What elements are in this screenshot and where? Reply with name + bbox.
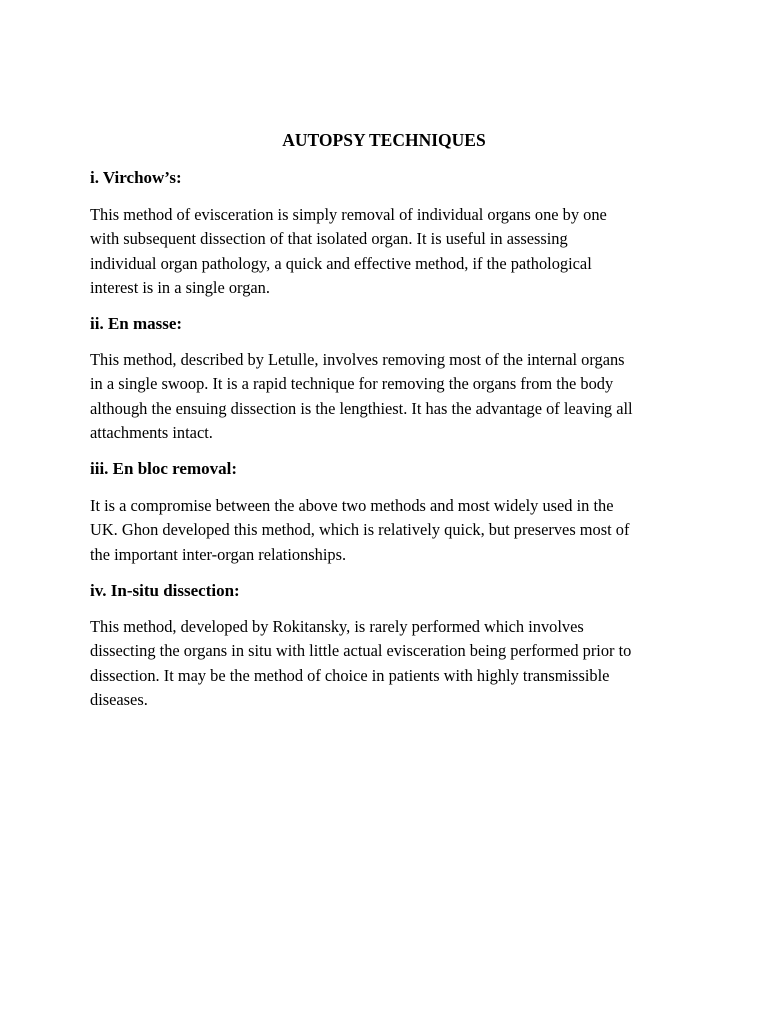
paragraph-line: the important inter-organ relationships. <box>90 544 347 564</box>
paragraph-line: dissection. It may be the method of choice in patients with highly transmissible <box>90 665 610 685</box>
paragraph-line: with subsequent dissection of that isolated organ. It is useful in assessing <box>90 229 568 249</box>
section-paragraph-en-masse <box>90 348 690 445</box>
paragraph-line: interest is in a single organ. <box>90 277 270 297</box>
paragraph-line: in a single swoop. It is a rapid technique for removing the organs from the body <box>90 374 614 394</box>
section-paragraph-in-situ-dissection <box>90 615 690 712</box>
paragraph-line: UK. Ghon developed this method, which is relatively quick, but preserves most of <box>90 520 630 540</box>
paragraph-line: individual organ pathology, a quick and effective method, if the pathological <box>90 253 592 273</box>
paragraph-line: diseases. <box>90 689 148 709</box>
paragraph-line: This method, described by Letulle, involves removing most of the internal organs <box>90 350 625 369</box>
section-paragraph-en-bloc-removal <box>90 494 690 567</box>
section-heading-en-masse: ii. En masse: <box>90 314 183 333</box>
paragraph-line: It is a compromise between the above two methods and most widely used in the <box>90 496 614 515</box>
section-heading-en-bloc-removal: iii. En bloc removal: <box>90 459 238 478</box>
section-paragraph-virchows <box>90 203 690 300</box>
paragraph-line: This method, developed by Rokitansky, is rarely performed which involves <box>90 617 584 636</box>
paragraph-line: This method of evisceration is simply removal of individual organs one by one <box>90 205 607 224</box>
section-heading-virchows: i. Virchow’s: <box>90 168 182 187</box>
paragraph-line: although the ensuing dissection is the lengthiest. It has the advantage of leaving all <box>90 398 633 418</box>
document-title: AUTOPSY TECHNIQUES <box>282 130 486 150</box>
section-heading-in-situ-dissection: iv. In-situ dissection: <box>90 581 240 600</box>
paragraph-line: dissecting the organs in situ with little actual evisceration being performed prior to <box>90 641 632 661</box>
paragraph-line: attachments intact. <box>90 422 213 442</box>
